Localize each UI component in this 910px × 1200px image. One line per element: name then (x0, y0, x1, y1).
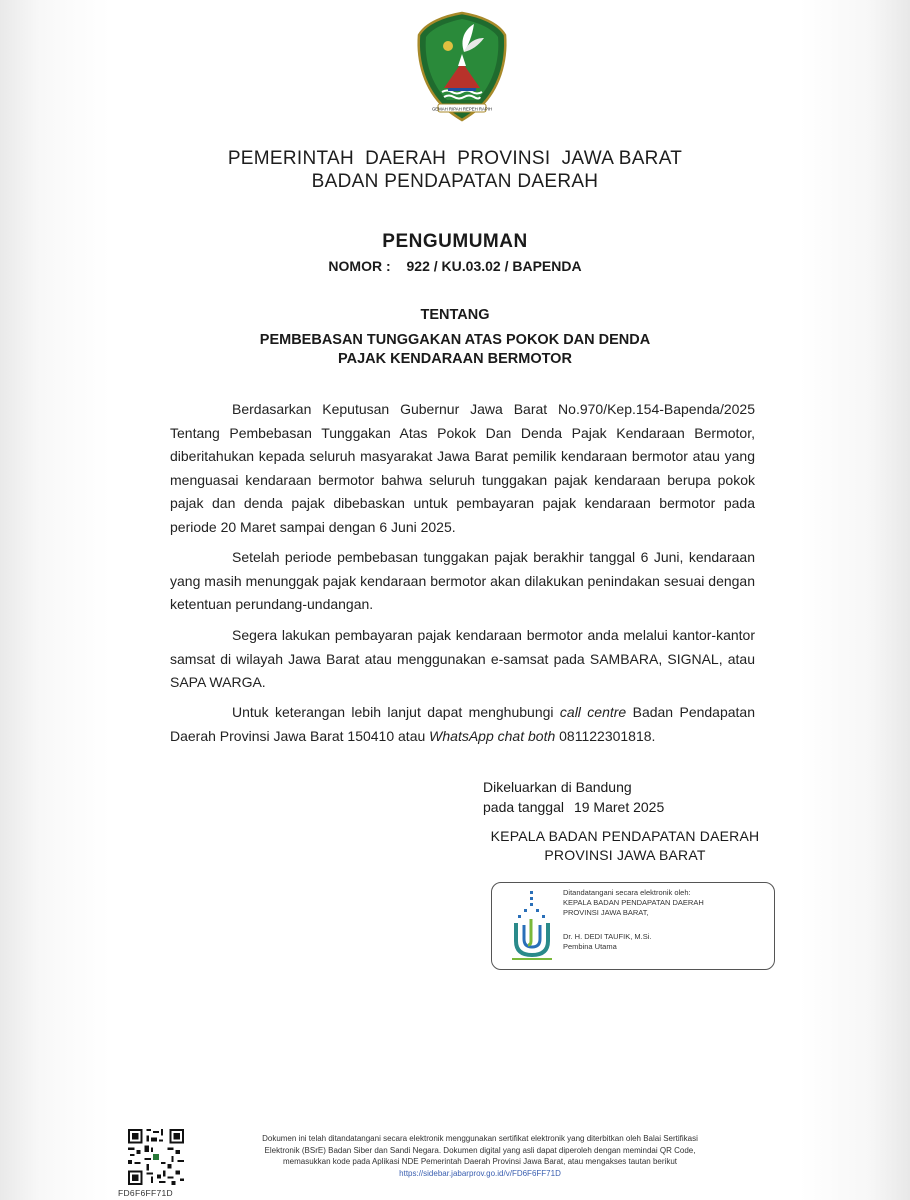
footer-line-3: memasukkan kode pada Aplikasi NDE Pemerintah Daerah Provinsi Jawa Barat, atau mengakses tautan berikut (283, 1157, 677, 1166)
official-title-line-1: KEPALA BADAN PENDAPATAN DAERAH (490, 828, 760, 844)
letterhead (0, 147, 910, 193)
electronic-signature-icon (508, 889, 556, 961)
whatsapp-text: WhatsApp chat both (429, 727, 556, 744)
footer-note (200, 1133, 760, 1179)
paragraph-text: Berdasarkan Keputusan Gubernur Jawa Barat No.970/Kep.154-Bapenda/2025 Tentang Pembebasan Tunggakan Atas Pokok Dan Denda Pajak Kendaraan Bermotor, diberitahukan kepada seluruh masyarakat Jawa Barat pemilik kendaraan bermotor atau yang menguasai kendaraan bermotor bahwa seluruh tunggakan pajak kendaraan berupa pokok pajak dan denda pajak dibebaskan untuk pembayaran pajak kendaraan bermotor pada periode 20 Maret sampai dengan 6 Juni 2025. (170, 401, 755, 535)
verification-link[interactable]: https://sidebar.jabarprov.go.id/v/FD6F6FF71D (399, 1168, 561, 1178)
signature-text (563, 888, 704, 952)
body-paragraph-4 (170, 701, 755, 748)
signature-line-3: PROVINSI JAWA BARAT, (563, 908, 649, 917)
paragraph-text: Setelah periode pembebasan tunggakan pajak berakhir tanggal 6 Juni, kendaraan yang masih menunggak pajak kendaraan bermotor akan dilakukan penindakan sesuai dengan ketentuan perundang-undangan. (170, 549, 755, 612)
paragraph-text-part: 081122301818. (555, 727, 656, 744)
letterhead-line-1: PEMERINTAH DAERAH PROVINSI JAWA BARAT (227, 148, 683, 169)
official-title (440, 827, 810, 865)
subject-line-2: PAJAK KENDARAAN BERMOTOR (338, 351, 572, 367)
jawa-barat-emblem-icon (414, 10, 510, 122)
document-subject (0, 331, 910, 369)
signature-line-2: KEPALA BADAN PENDAPATAN DAERAH (563, 898, 704, 907)
call-centre-text: call centre (559, 704, 627, 720)
document-title: PENGUMUMAN (382, 231, 528, 252)
footer-line-2: Elektronik (BSrE) Badan Siber dan Sandi Negara. Dokumen digital yang asli dapat diperoleh dengan memindai QR Code, (264, 1145, 696, 1155)
about-label: TENTANG (420, 307, 490, 323)
qr-code-text: FD6F6FF71D (118, 1188, 173, 1198)
signer-name: Dr. H. DEDI TAUFIK, M.Si. (563, 932, 652, 941)
body-paragraph-2 (170, 546, 755, 617)
footer-line-1: Dokumen ini telah ditandatangani secara elektronik menggunakan sertifikat elektronik yang diterbitkan oleh Balai Sertifikasi (262, 1134, 698, 1143)
body-paragraph-3 (170, 624, 755, 695)
qr-code-icon (126, 1127, 186, 1187)
issued-block (483, 778, 664, 817)
document-number (0, 258, 910, 274)
document-number-value: 922 / KU.03.02 / BAPENDA (406, 258, 582, 274)
issued-date-label: pada tanggal (483, 798, 564, 815)
subject-line-1: PEMBEBASAN TUNGGAKAN ATAS POKOK DAN DENDA (259, 332, 651, 348)
issued-date-row (483, 798, 664, 818)
letterhead-line-2: BADAN PENDAPATAN DAERAH (311, 171, 599, 192)
paragraph-text-part: Badan Pendapatan Daerah Provinsi Jawa Barat 150410 atau (170, 704, 755, 744)
signer-rank: Pembina Utama (563, 942, 617, 951)
paragraph-text (170, 701, 755, 748)
document-number-label: NOMOR : (328, 258, 391, 274)
body-paragraph-1 (170, 398, 755, 539)
issued-place: Dikeluarkan di Bandung (483, 779, 632, 795)
logo-motto: GEMAH RIPAH REPEH RAPIH (431, 106, 493, 112)
issued-date-value: 19 Maret 2025 (573, 798, 665, 815)
electronic-signature-box (491, 882, 775, 970)
paragraph-text-part: Untuk keterangan lebih lanjut dapat menghubungi (232, 704, 560, 720)
official-title-line-2: PROVINSI JAWA BARAT (544, 847, 706, 863)
signature-line-1: Ditandatangani secara elektronik oleh: (563, 888, 691, 897)
paragraph-text: Segera lakukan pembayaran pajak kendaraan bermotor anda melalui kantor-kantor samsat di wilayah Jawa Barat atau menggunakan e-samsat pada SAMBARA, SIGNAL, atau SAPA WARGA. (170, 627, 755, 690)
